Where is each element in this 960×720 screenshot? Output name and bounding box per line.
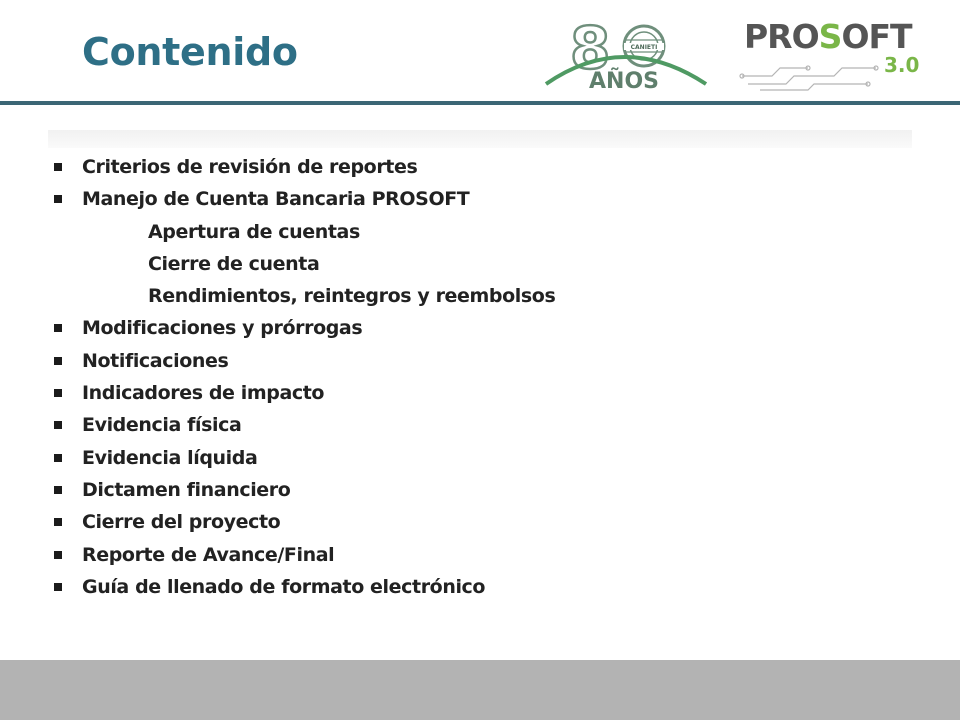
list-item-text: Manejo de Cuenta Bancaria PROSOFT [82, 188, 470, 211]
logo-org-text: CANIETI [630, 44, 658, 51]
svg-text:PROSOFT [744, 17, 913, 56]
sub-list-item [0, 216, 555, 248]
square-bullet-icon [54, 518, 62, 526]
list-item [0, 571, 555, 603]
prosoft-logo [738, 10, 928, 94]
logo-anos-text: AÑOS [589, 69, 659, 94]
list-item-text: Cierre de cuenta [148, 252, 320, 275]
list-item [0, 539, 555, 571]
logo-version: 3.0 [884, 53, 920, 77]
square-bullet-icon [54, 551, 62, 559]
list-item-text: Cierre del proyecto [82, 511, 281, 534]
logo-brand-pro: PRO [744, 17, 819, 56]
square-bullet-icon [54, 486, 62, 494]
square-bullet-icon [54, 324, 62, 332]
list-item-text: Indicadores de impacto [82, 382, 325, 405]
square-bullet-icon [54, 357, 62, 365]
shaded-band [48, 130, 912, 148]
circuit-lines-icon [740, 66, 878, 90]
page-title: Contenido [82, 30, 298, 74]
list-item-text: Notificaciones [82, 349, 229, 372]
list-item-text: Guía de llenado de formato electrónico [82, 575, 486, 598]
list-item [0, 312, 555, 344]
logo-eight: 8 [570, 14, 611, 82]
list-item-text: Evidencia física [82, 414, 242, 437]
list-item-text: Evidencia líquida [82, 446, 258, 469]
list-item [0, 442, 555, 474]
logo-brand-oft: OFT [841, 17, 912, 56]
list-item-text: Criterios de revisión de reportes [82, 156, 418, 178]
square-bullet-icon [54, 583, 62, 591]
square-bullet-icon [54, 163, 62, 171]
square-bullet-icon [54, 421, 62, 429]
sub-list-item [0, 248, 555, 280]
square-bullet-icon [54, 454, 62, 462]
list-item [0, 345, 555, 377]
list-item-text: Reporte de Avance/Final [82, 543, 335, 566]
logo-brand-s: S [818, 17, 842, 56]
agenda-list [0, 151, 555, 603]
list-item [0, 506, 555, 538]
list-item [0, 409, 555, 441]
square-bullet-icon [54, 195, 62, 203]
header-divider [0, 101, 960, 105]
list-item [0, 474, 555, 506]
list-item-text: Modificaciones y prórrogas [82, 317, 363, 340]
80-anios-logo [540, 12, 708, 94]
list-item [0, 377, 555, 409]
list-item-text: Apertura de cuentas [148, 220, 360, 243]
list-item [0, 151, 555, 183]
sub-list-item [0, 280, 555, 312]
list-item [0, 183, 555, 215]
square-bullet-icon [54, 389, 62, 397]
footer-bar [0, 660, 960, 720]
list-item-text: Rendimientos, reintegros y reembolsos [148, 285, 556, 308]
list-item-text: Dictamen financiero [82, 478, 291, 501]
